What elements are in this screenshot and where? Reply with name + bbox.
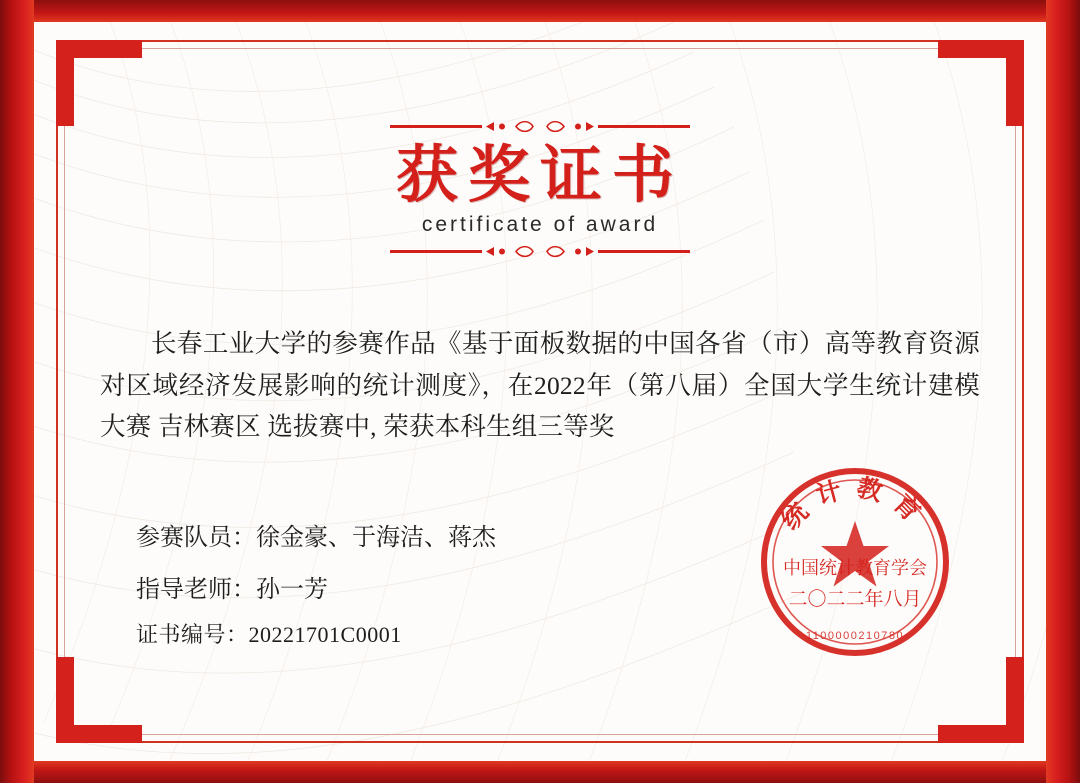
title-block xyxy=(94,118,986,261)
seal-code-text: 1100000210780 xyxy=(805,630,905,642)
field-team-members-value: 徐金豪、于海洁、蒋杰 xyxy=(256,525,496,552)
certificate-content xyxy=(94,82,986,701)
seal-org-text: 中国统计教育学会 xyxy=(783,558,927,578)
ornament-bottom xyxy=(94,243,986,261)
border-band-right xyxy=(1046,0,1080,783)
field-advisor-label: 指导老师： xyxy=(136,576,256,603)
field-team-members-label: 参赛队员： xyxy=(136,525,256,552)
certificate-body xyxy=(34,22,1046,761)
page-title: 获奖证书 xyxy=(395,142,684,210)
seal-date-text: 二〇二二年八月 xyxy=(788,589,922,610)
certificate-serial-value: 20221701C0001 xyxy=(248,622,402,647)
page-subtitle: certificate of award xyxy=(421,213,659,237)
seal-arc-text: 统计教育 xyxy=(777,474,933,536)
ornament-top xyxy=(94,118,986,136)
official-seal xyxy=(752,459,958,665)
border-band-left xyxy=(0,0,34,783)
certificate-serial xyxy=(136,618,402,649)
border-band-bottom xyxy=(0,761,1080,783)
border-band-top xyxy=(0,0,1080,22)
field-advisor-value: 孙一芳 xyxy=(256,576,328,603)
award-body-text: 长春工业大学的参赛作品《基于面板数据的中国各省（市）高等教育资源对区域经济发展影响的统计测度》，在2022年（第八届）全国大学生统计建模大赛 吉林赛区 选拔赛中, 荣获本科生组三等奖 xyxy=(100,329,980,442)
certificate-serial-label: 证书编号： xyxy=(136,622,249,647)
